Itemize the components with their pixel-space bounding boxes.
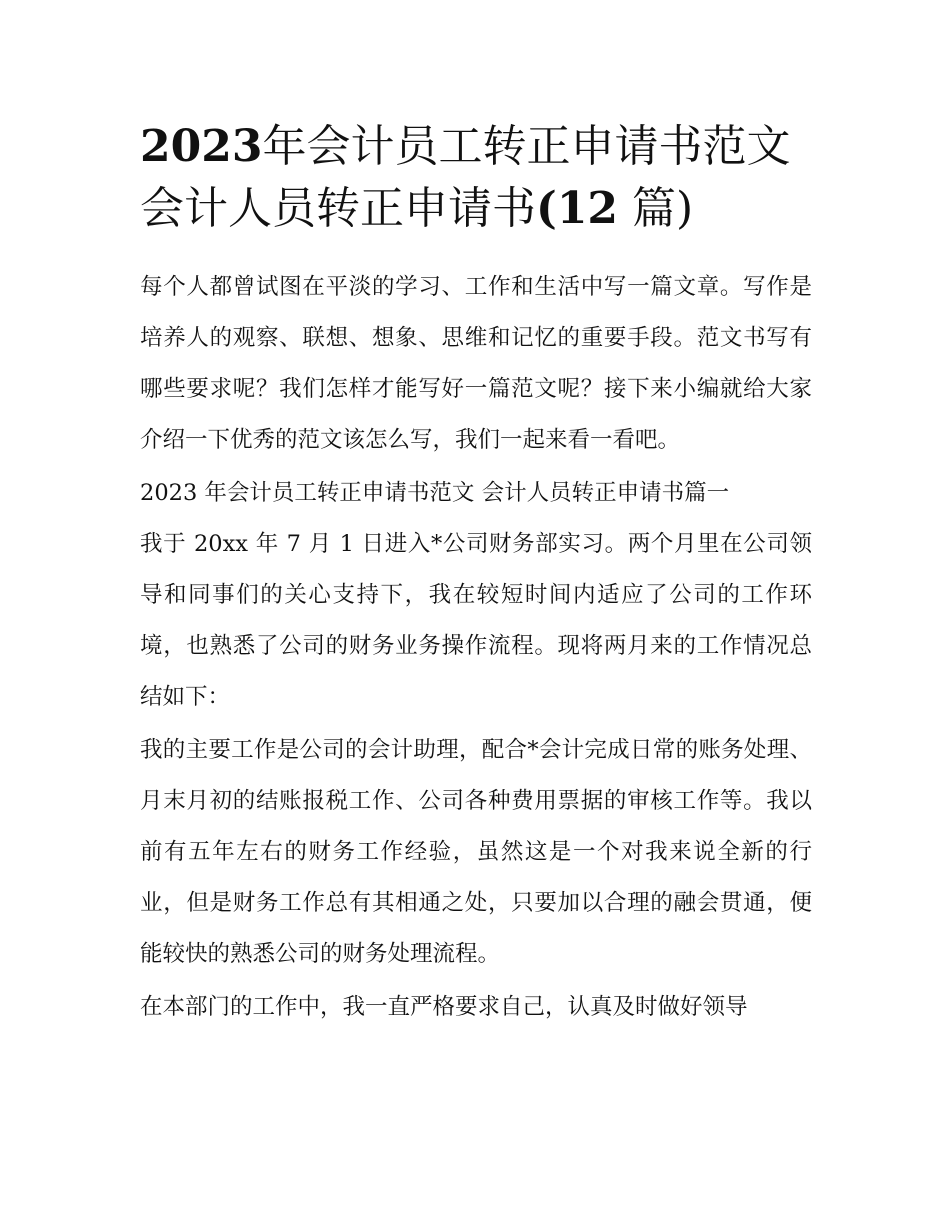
body-paragraph-1: 我于 20xx 年 7 月 1 日进入*公司财务部实习。两个月里在公司领导和同事们的关心支持下，我在较短时间内适应了公司的工作环境，也熟悉了公司的财务业务操作流程。现将两月来的工作情况总结如下： [140, 531, 812, 710]
title-main-text: 年会计员工转正申请书范文 会计人员转正申请书 [140, 121, 791, 234]
intro-paragraph: 每个人都曾试图在平淡的学习、工作和生活中写一篇文章。写作是培养人的观察、联想、想象、思维和记忆的重要手段。范文书写有哪些要求呢？我们怎样才能写好一篇范文呢？接下来小编就给大家介绍一下优秀的范文该怎么写，我们一起来看一看吧。 [140, 274, 812, 453]
document-title [140, 116, 812, 240]
body-paragraph-2: 我的主要工作是公司的会计助理，配合*会计完成日常的账务处理、月末月初的结账报税工作、公司各种费用票据的审核工作等。我以前有五年左右的财务工作经验，虽然这是一个对我来说全新的行业，但是财务工作总有其相通之处，只要加以合理的融会贯通，便能较快的熟悉公司的财务处理流程。 [140, 737, 812, 967]
section-heading: 2023 年会计员工转正申请书范文 会计人员转正申请书篇一 [140, 480, 730, 506]
document-page [140, 116, 812, 1035]
title-count-suffix: 篇) [618, 183, 694, 234]
title-count: (12 [536, 183, 619, 234]
title-year: 2023 [140, 121, 263, 172]
body-paragraph-3: 在本部门的工作中，我一直严格要求自己，认真及时做好领导 [140, 994, 748, 1020]
